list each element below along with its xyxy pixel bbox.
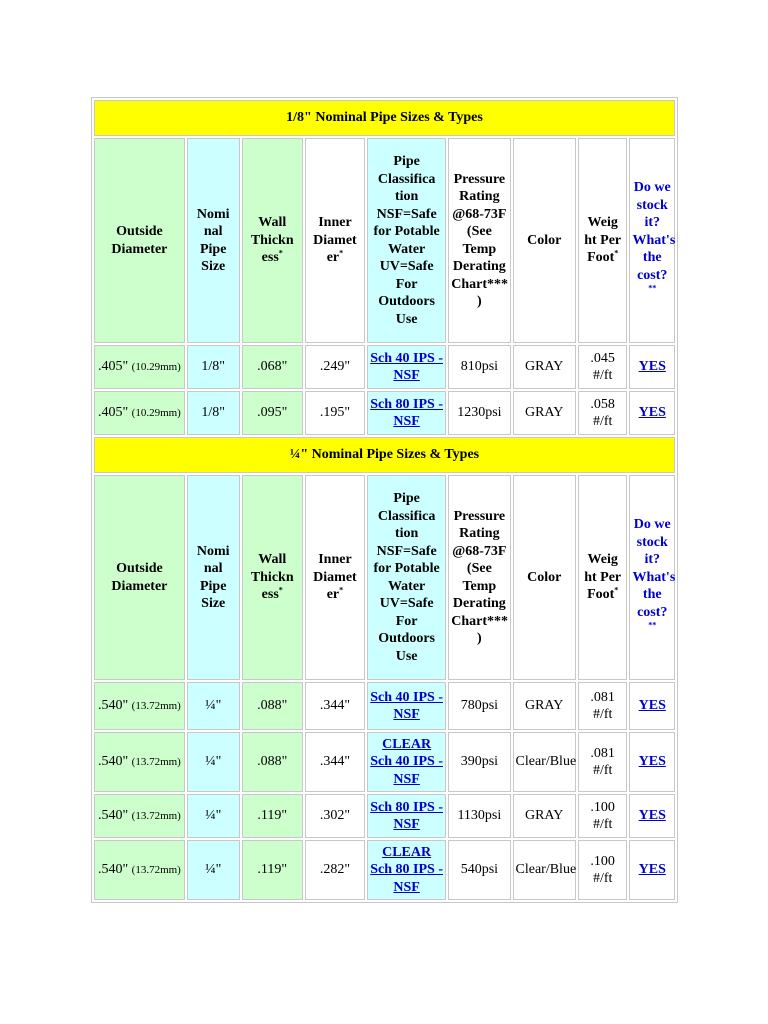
type-cell xyxy=(367,682,446,730)
stock-link[interactable]: YES xyxy=(638,754,666,770)
wall-cell: .119" xyxy=(242,840,303,900)
color-cell: Clear/Blue xyxy=(513,840,576,900)
stock-link[interactable]: YES xyxy=(638,808,666,824)
header-classification: Pipe Classifica tion NSF=Safe for Potable Water UV=Safe For Outdoors Use xyxy=(367,475,446,680)
header-weight: Weig ht Per Foot* xyxy=(578,138,628,343)
wall-cell: .088" xyxy=(242,732,303,792)
pressure-cell: 1130psi xyxy=(448,794,510,838)
od-cell: .540" (13.72mm) xyxy=(94,732,185,792)
weight-cell: .045 #/ft xyxy=(578,345,628,389)
header-stock: Do we stock it? What's the cost? ** xyxy=(629,138,675,343)
header-outside-diameter: Outside Diameter xyxy=(94,475,185,680)
header-nominal-size: Nomi nal Pipe Size xyxy=(187,475,240,680)
table-row xyxy=(94,732,675,792)
wall-cell: .119" xyxy=(242,794,303,838)
inner-cell: .344" xyxy=(305,682,365,730)
weight-cell: .100 #/ft xyxy=(578,840,628,900)
inner-cell: .195" xyxy=(305,391,365,435)
type-link[interactable]: Sch 40 IPS - NSF xyxy=(370,689,443,722)
type-link[interactable]: Sch 80 IPS - NSF xyxy=(370,799,443,832)
inner-cell: .344" xyxy=(305,732,365,792)
wall-cell: .095" xyxy=(242,391,303,435)
pressure-cell: 1230psi xyxy=(448,391,510,435)
nominal-cell: ¼" xyxy=(187,840,240,900)
header-stock: Do we stock it? What's the cost? ** xyxy=(629,475,675,680)
pressure-cell: 810psi xyxy=(448,345,510,389)
stock-cell xyxy=(629,732,675,792)
type-link[interactable]: Sch 80 IPS - NSF xyxy=(370,396,443,429)
stock-link[interactable]: YES xyxy=(638,359,666,375)
stock-cell xyxy=(629,682,675,730)
stock-cell xyxy=(629,391,675,435)
header-inner-diameter: Inner Diamet er* xyxy=(305,138,365,343)
table-row xyxy=(94,345,675,389)
pressure-cell: 780psi xyxy=(448,682,510,730)
color-cell: Clear/Blue xyxy=(513,732,576,792)
stock-cell xyxy=(629,794,675,838)
type-cell xyxy=(367,840,446,900)
header-classification: Pipe Classifica tion NSF=Safe for Potable Water UV=Safe For Outdoors Use xyxy=(367,138,446,343)
pressure-cell: 390psi xyxy=(448,732,510,792)
stock-cell xyxy=(629,345,675,389)
nominal-cell: ¼" xyxy=(187,682,240,730)
section-title: ¼" Nominal Pipe Sizes & Types xyxy=(94,437,675,473)
wall-cell: .068" xyxy=(242,345,303,389)
header-pressure: Pressure Rating @68-73F (See Temp Derating Chart*** ) xyxy=(448,138,510,343)
inner-cell: .249" xyxy=(305,345,365,389)
weight-cell: .100 #/ft xyxy=(578,794,628,838)
color-cell: GRAY xyxy=(513,794,576,838)
header-nominal-size: Nomi nal Pipe Size xyxy=(187,138,240,343)
stock-link[interactable]: YES xyxy=(638,862,666,878)
pressure-cell: 540psi xyxy=(448,840,510,900)
od-cell: .540" (13.72mm) xyxy=(94,794,185,838)
header-color: Color xyxy=(513,138,576,343)
type-cell xyxy=(367,391,446,435)
header-outside-diameter: Outside Diameter xyxy=(94,138,185,343)
header-pressure: Pressure Rating @68-73F (See Temp Derating Chart*** ) xyxy=(448,475,510,680)
od-cell: .405" (10.29mm) xyxy=(94,391,185,435)
od-cell: .540" (13.72mm) xyxy=(94,840,185,900)
section-title: 1/8" Nominal Pipe Sizes & Types xyxy=(94,100,675,136)
type-link[interactable]: Sch 40 IPS - NSF xyxy=(370,350,443,383)
wall-cell: .088" xyxy=(242,682,303,730)
header-weight: Weig ht Per Foot* xyxy=(578,475,628,680)
stock-link[interactable]: YES xyxy=(638,698,666,714)
inner-cell: .282" xyxy=(305,840,365,900)
table-row xyxy=(94,794,675,838)
type-link[interactable]: CLEAR Sch 80 IPS - NSF xyxy=(370,844,443,895)
nominal-cell: ¼" xyxy=(187,794,240,838)
inner-cell: .302" xyxy=(305,794,365,838)
color-cell: GRAY xyxy=(513,391,576,435)
od-cell: .405" (10.29mm) xyxy=(94,345,185,389)
nominal-cell: ¼" xyxy=(187,732,240,792)
header-inner-diameter: Inner Diamet er* xyxy=(305,475,365,680)
header-wall-thickness: Wall Thickn ess* xyxy=(242,138,303,343)
od-cell: .540" (13.72mm) xyxy=(94,682,185,730)
stock-cell xyxy=(629,840,675,900)
table-row xyxy=(94,682,675,730)
nominal-cell: 1/8" xyxy=(187,345,240,389)
weight-cell: .081 #/ft xyxy=(578,732,628,792)
type-cell xyxy=(367,794,446,838)
type-cell xyxy=(367,345,446,389)
weight-cell: .058 #/ft xyxy=(578,391,628,435)
table-row xyxy=(94,391,675,435)
weight-cell: .081 #/ft xyxy=(578,682,628,730)
nominal-cell: 1/8" xyxy=(187,391,240,435)
type-link[interactable]: CLEAR Sch 40 IPS - NSF xyxy=(370,736,443,787)
pipe-sizes-table xyxy=(91,97,678,903)
color-cell: GRAY xyxy=(513,682,576,730)
table-row xyxy=(94,840,675,900)
type-cell xyxy=(367,732,446,792)
header-wall-thickness: Wall Thickn ess* xyxy=(242,475,303,680)
color-cell: GRAY xyxy=(513,345,576,389)
stock-link[interactable]: YES xyxy=(638,405,666,421)
header-color: Color xyxy=(513,475,576,680)
